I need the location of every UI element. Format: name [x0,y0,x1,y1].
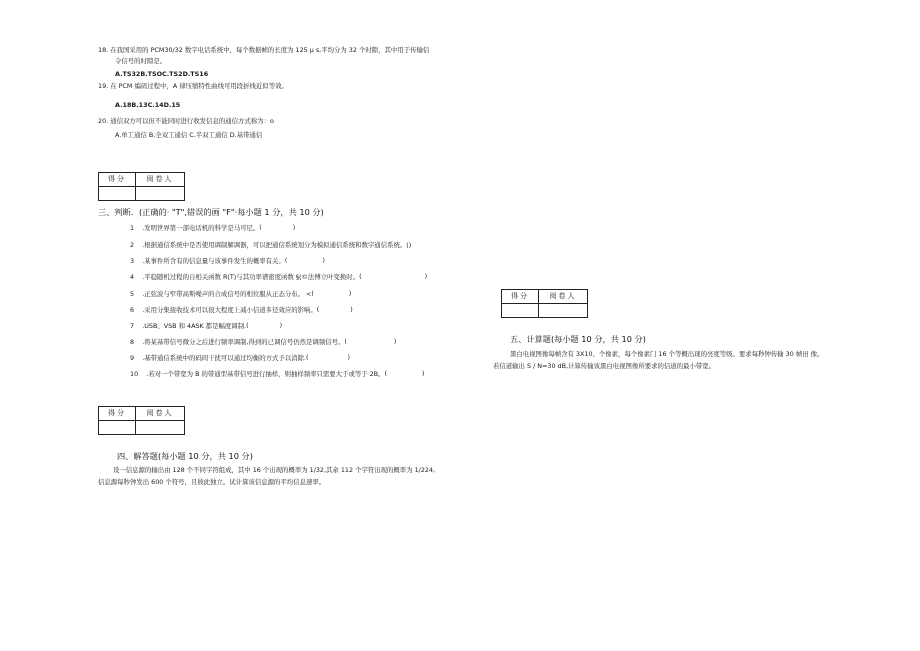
answer-question-line1: 设一信息源的输出由 128 个不同字符组成，其中 16 个出现的概率为 1/32,其余 112 个字符出现的概率为 1/224, [113,466,436,474]
judge-item-number: 1 [130,224,135,232]
judge-item-text: .发明世界第一部电话机的科学是马可尼。 [142,224,260,232]
judge-item-text: .USB、VSB 和 4ASK 都是幅度调制. [142,322,247,330]
answer-blank[interactable] [359,273,427,280]
judge-item-number: 3 [130,257,135,265]
score-box-judge [98,172,185,201]
answer-blank[interactable] [259,224,295,231]
judge-item [130,257,325,265]
judge-item-text: .采用分集接收技术可以很大程度上减小信道多径效应的影响。 [142,306,317,314]
answer-blank[interactable] [317,306,353,313]
score-cell[interactable] [99,421,136,435]
judge-item [130,273,427,281]
judge-item-text: .正弦波与窄带高斯噪声的合成信号的相位服从正态分布。 < [142,290,312,298]
score-box-calc [501,289,588,318]
answer-blank[interactable] [246,322,282,329]
answer-blank[interactable] [344,338,396,345]
judge-item-number: 8 [130,338,135,346]
judge-item [130,338,396,346]
grader-label: 阅卷人 [539,290,588,304]
grader-cell[interactable] [136,187,185,201]
judge-item-text: .将某基带信号微分之后进行频率调制,得到的已调信号仍然是调频信号。 [142,338,345,346]
judge-item-number: 6 [130,306,135,314]
judge-item-text: .某事件所含有的信息量与该事件发生的概率有关。 [142,257,285,265]
answer-blank[interactable] [285,257,325,264]
judge-item [130,224,295,232]
judge-item [130,306,353,314]
score-cell[interactable] [502,304,539,318]
answer-blank[interactable] [306,354,350,361]
judge-item-text: .根据通信系统中是否使用调制解调器，可以把通信系统划分为模拟通信系统和数字通信系统。() [142,241,412,249]
answer-blank[interactable] [311,290,351,297]
calc-question-line2: 若信道输出 S / N=30 dB,计算传输该黑白电视图像所要求的信道的最小带宽。 [493,362,716,370]
answer-blank[interactable] [385,370,425,377]
q20-options: A.单工通信 B.全双工通信 C.半双工通信 D.基带通信 [115,131,263,139]
judge-item [130,241,411,249]
score-cell[interactable] [99,187,136,201]
judge-item-number: 7 [130,322,135,330]
q18-options: A.TS32B.TSOC.TS2D.TS16 [115,70,209,78]
score-label: 得分 [99,173,136,187]
score-label: 得分 [99,407,136,421]
judge-section-title: 三、判断．(正确的· "T",错误的画 "F"·每小题 1 分，共 10 分) [98,207,324,217]
score-box-answer [98,406,185,435]
judge-item-text: .基带通信系统中的码间干扰可以通过均衡的方式予以消除. [142,354,307,362]
calc-question-line1: 黑白电视图像每帧含有 3X10、个像素，每个像素门 16 个等概出现的亮度等级。要求每秒钟传输 30 帧田 像。 [510,350,824,358]
judge-item-number: 10 [130,370,139,378]
grader-label: 阅卷人 [136,173,185,187]
judge-item [130,370,425,378]
answer-question-line2: 信息源每秒钟发出 600 个符号，且彼此独立。试计算该信息源的平均信息速率。 [98,478,326,486]
answer-section-title: 四、解答题(每小题 10 分，共 10 分) [117,451,253,461]
judge-item [130,354,350,362]
judge-item-text: .平稳随机过程的自相关函数 R(T)与其功率谱密度函数 §(©法傅立叶变换时。 [142,273,360,281]
judge-item-text: .若对一个带宽为 B 的带通型基带信号进行抽样，则抽样频率只需要大于或等于 2B。 [146,370,385,378]
judge-item-number: 4 [130,273,135,281]
judge-item [130,322,282,330]
q18-line1: 18. 在我国采用的 PCM30/32 数字电话系统中，每个数据帧的长度为 125 µ s,平均分为 32 个时隙，其中用于传输信 [98,46,430,54]
q19-options: A.18B.13C.14D.15 [115,101,181,109]
grader-cell[interactable] [539,304,588,318]
q20-text: 20. 通信双方可以但不能同时进行收发信息的通信方式称为：o [98,117,274,125]
judge-item-number: 2 [130,241,135,249]
grader-cell[interactable] [136,421,185,435]
q19-text: 19. 在 PCM 编码过程中，A 律压缩特性曲线可用段折线近似等效。 [98,82,288,90]
score-label: 得分 [502,290,539,304]
calc-section-title: 五、计算题(每小题 10 分，共 10 分) [510,334,646,344]
q18-line2: 令信号的时隙是。 [115,57,167,65]
judge-item [130,290,351,298]
judge-item-number: 5 [130,290,135,298]
grader-label: 阅卷人 [136,407,185,421]
judge-item-number: 9 [130,354,135,362]
